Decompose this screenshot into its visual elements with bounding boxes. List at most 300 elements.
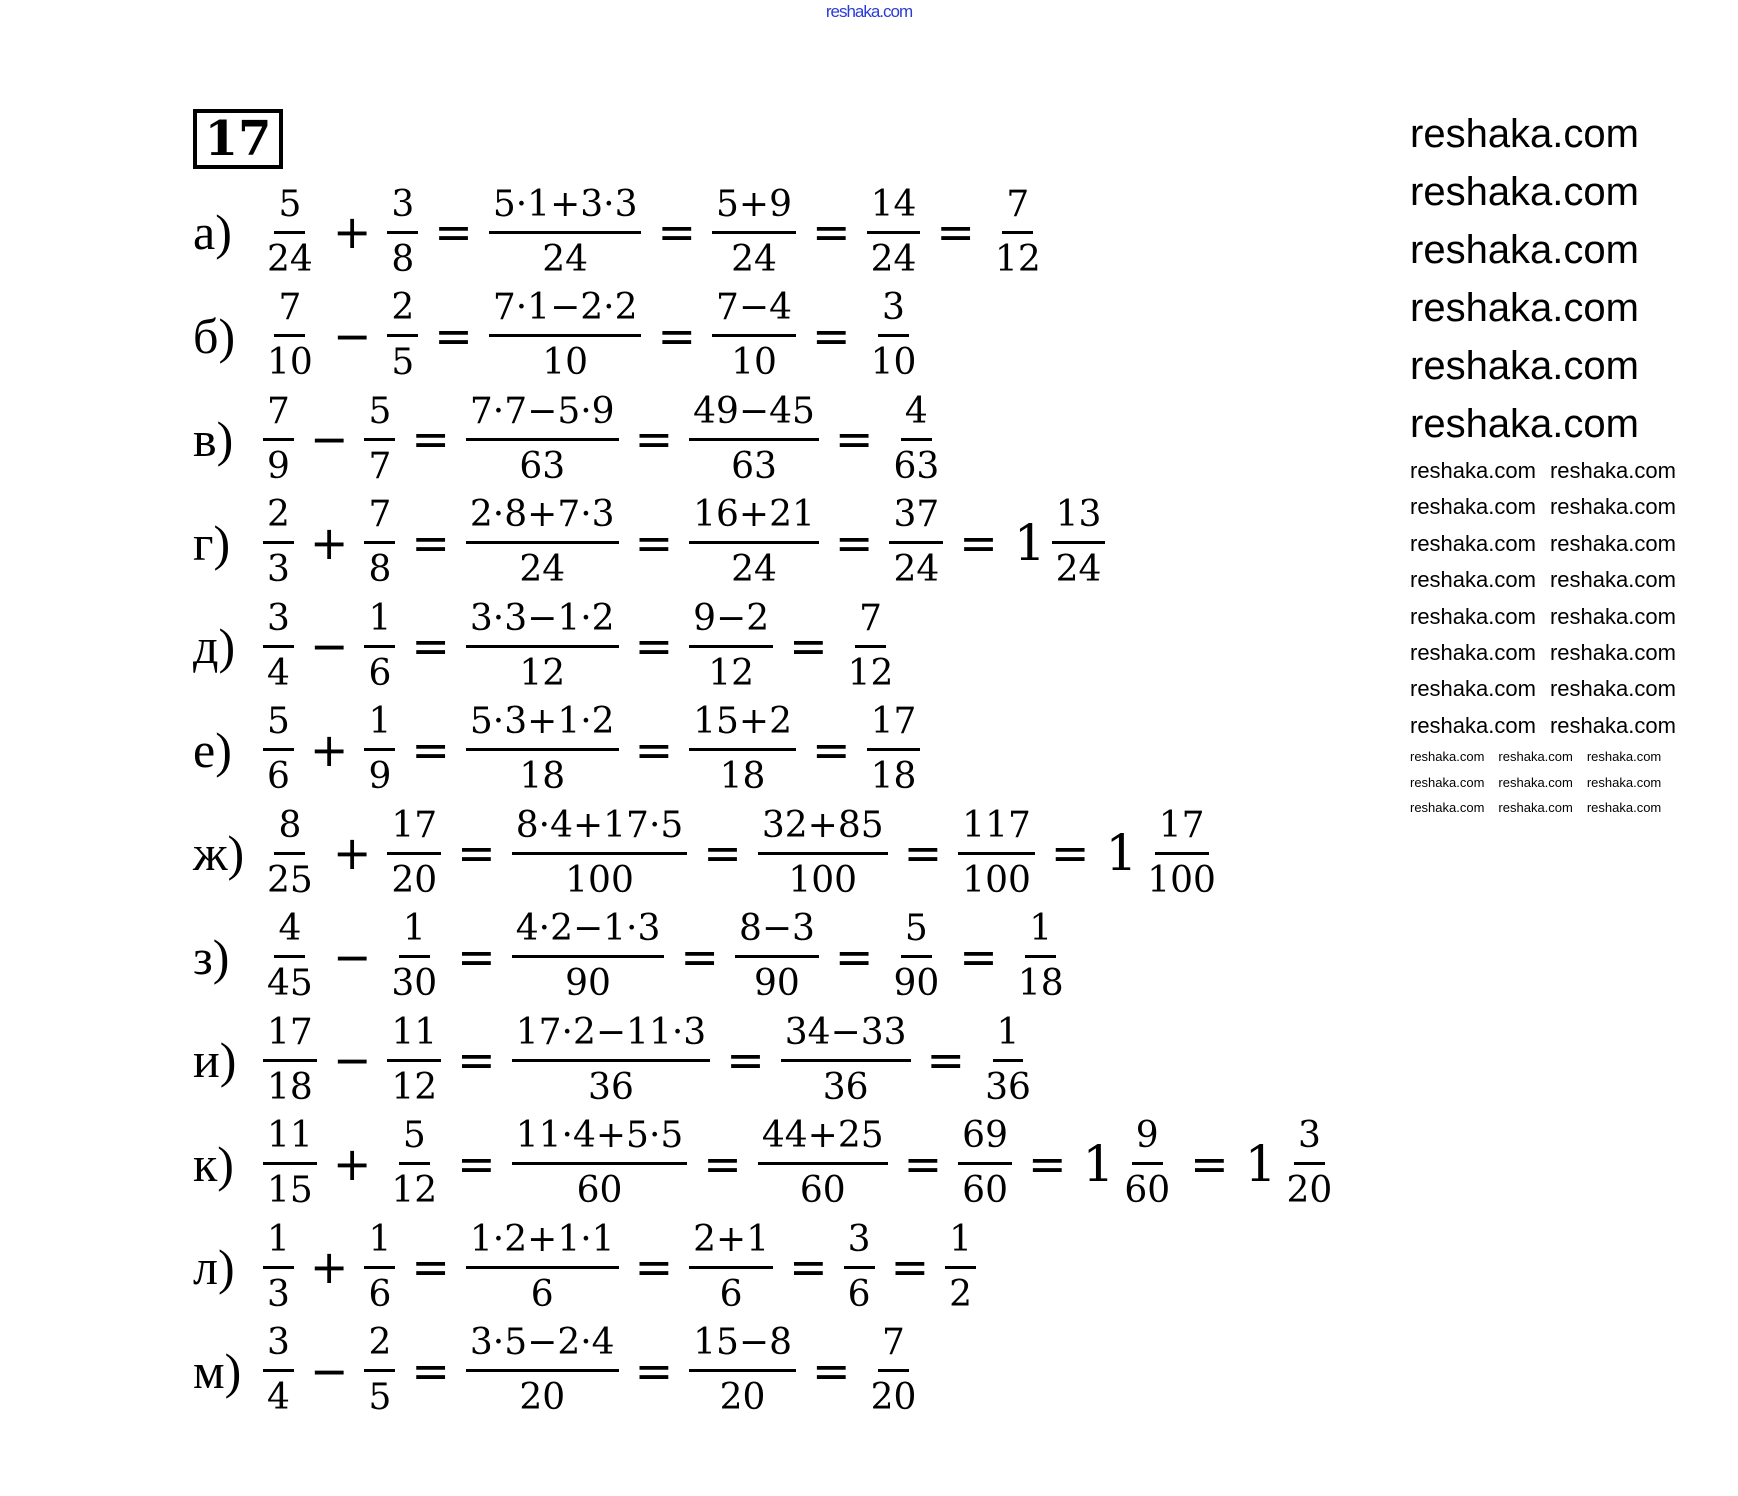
fraction [689, 388, 819, 491]
item-label: а) [193, 204, 232, 260]
denominator: 90 [893, 963, 940, 1004]
fraction [466, 491, 619, 594]
whole-part: 1 [1082, 1134, 1115, 1193]
numerator: 14 [867, 181, 921, 234]
numerator: 37 [889, 491, 943, 544]
equation-row [193, 698, 920, 802]
denominator: 4 [267, 652, 290, 694]
numerator: 11 [263, 1112, 317, 1165]
numerator: 2 [387, 284, 418, 337]
fraction [867, 1319, 921, 1422]
item-label: е) [193, 721, 232, 778]
item-label: к) [193, 1135, 234, 1192]
denominator: 6 [267, 756, 290, 797]
denominator: 2 [949, 1273, 973, 1315]
denominator: 30 [391, 963, 438, 1004]
denominator: 5 [368, 1377, 392, 1418]
numerator: 8 [274, 802, 305, 855]
denominator: 20 [1286, 1170, 1333, 1211]
denominator: 20 [870, 1377, 917, 1418]
fraction [991, 181, 1045, 284]
denominator: 24 [1055, 549, 1102, 590]
denominator: 24 [731, 549, 777, 590]
denominator: 100 [1147, 859, 1216, 901]
fraction [689, 698, 796, 801]
numerator: 7 [263, 388, 294, 441]
denominator: 90 [754, 963, 800, 1004]
operator: = [634, 412, 674, 466]
operator: = [411, 722, 450, 777]
numerator: 2·8+7·3 [466, 491, 619, 544]
denominator: 10 [267, 342, 313, 383]
operator: = [789, 1240, 828, 1294]
operator: − [332, 929, 372, 984]
denominator: 100 [565, 859, 634, 901]
denominator: 36 [985, 1066, 1031, 1108]
denominator: 24 [542, 238, 589, 280]
item-label: б) [193, 307, 236, 364]
watermark-column [1410, 110, 1730, 816]
operator: + [332, 1136, 372, 1191]
numerator: 4 [274, 905, 305, 958]
numerator: 11·4+5·5 [512, 1112, 688, 1165]
watermark: reshaka.com [1586, 749, 1662, 765]
denominator: 18 [719, 756, 766, 797]
fraction [263, 1009, 317, 1112]
denominator: 60 [1124, 1170, 1171, 1211]
fraction [387, 802, 441, 905]
operator: = [457, 1136, 496, 1191]
numerator: 9−2 [689, 595, 773, 648]
fraction [712, 181, 796, 284]
fraction [466, 595, 619, 698]
item-label: з) [193, 928, 230, 985]
operator: + [309, 722, 349, 777]
numerator: 1 [364, 698, 395, 751]
denominator: 45 [267, 963, 313, 1004]
operator: = [703, 826, 742, 880]
watermark: reshaka.com [1410, 530, 1536, 556]
fraction [263, 595, 294, 698]
item-label: д) [193, 618, 236, 674]
fraction [387, 1112, 441, 1215]
denominator: 3 [267, 549, 290, 590]
watermark: reshaka.com [1410, 800, 1485, 816]
watermark: reshaka.com [1410, 567, 1536, 593]
watermark: reshaka.com [1410, 494, 1536, 520]
watermark: reshaka.com [1410, 676, 1536, 702]
operator: = [936, 205, 975, 259]
denominator: 90 [565, 963, 611, 1004]
denominator: 18 [870, 756, 917, 797]
fraction [844, 595, 898, 698]
numerator: 3 [387, 181, 418, 234]
denominator: 60 [799, 1170, 846, 1211]
denominator: 63 [731, 445, 777, 487]
fraction [466, 388, 619, 491]
denominator: 36 [588, 1066, 634, 1108]
numerator: 1 [945, 1216, 976, 1269]
operator: = [959, 929, 998, 984]
fraction [945, 1216, 976, 1319]
watermark: reshaka.com [1549, 458, 1676, 483]
fraction [689, 595, 773, 698]
site-watermark-link[interactable]: reshaka.com [825, 2, 913, 21]
operator: = [834, 515, 874, 570]
numerator: 69 [958, 1112, 1012, 1165]
watermark: reshaka.com [1498, 800, 1573, 816]
equation-row [193, 905, 1068, 1009]
equation-row [193, 1319, 920, 1423]
numerator: 2 [263, 491, 294, 544]
numerator: 3 [263, 1319, 294, 1372]
operator: = [834, 412, 874, 466]
fraction [689, 1216, 773, 1319]
denominator: 7 [368, 445, 392, 487]
operator: + [309, 515, 349, 570]
watermark: reshaka.com [1410, 639, 1536, 665]
numerator: 16+21 [689, 491, 819, 544]
fraction [364, 698, 395, 801]
operator: = [657, 308, 697, 363]
watermark: reshaka.com [1498, 749, 1573, 765]
operator: = [634, 1240, 674, 1294]
fraction [263, 181, 317, 284]
operator: = [634, 722, 674, 777]
denominator: 60 [576, 1170, 623, 1211]
numerator: 1 [399, 905, 430, 958]
operator: = [411, 412, 450, 466]
operator: + [309, 1240, 349, 1294]
operator: = [434, 308, 473, 363]
whole-part: 1 [1244, 1134, 1277, 1193]
operator: + [332, 826, 372, 880]
operator: = [457, 826, 496, 880]
denominator: 6 [530, 1273, 554, 1315]
numerator: 1·2+1·1 [466, 1216, 619, 1269]
fraction [844, 1216, 875, 1319]
operator: = [903, 1136, 943, 1191]
equation-row [193, 1008, 1035, 1112]
fraction [263, 698, 294, 801]
fraction [263, 1216, 294, 1319]
numerator: 1 [993, 1009, 1024, 1062]
fraction [712, 284, 796, 387]
operator: − [332, 1033, 372, 1087]
numerator: 4 [901, 388, 932, 441]
numerator: 17 [387, 802, 441, 855]
watermark: reshaka.com [1549, 603, 1676, 629]
fraction [387, 905, 441, 1008]
item-label: г) [193, 514, 231, 571]
operator: = [703, 1136, 742, 1191]
watermark: reshaka.com [1410, 402, 1639, 446]
watermark: reshaka.com [1549, 530, 1676, 556]
equation-row [193, 801, 1220, 905]
numerator: 7·7−5·9 [466, 388, 619, 441]
operator: + [332, 205, 372, 259]
operator: = [834, 929, 874, 984]
item-label: м) [193, 1342, 242, 1399]
denominator: 9 [368, 756, 392, 797]
item-label: и) [193, 1032, 237, 1088]
watermark: reshaka.com [1549, 712, 1676, 738]
numerator: 3·5−2·4 [466, 1319, 619, 1372]
numerator: 34−33 [781, 1009, 911, 1062]
denominator: 20 [391, 859, 438, 901]
watermark: reshaka.com [1410, 228, 1639, 272]
fraction [387, 284, 418, 387]
whole-part: 1 [1013, 513, 1046, 572]
equation-row [193, 387, 943, 491]
numerator: 7·1−2·2 [489, 284, 642, 337]
denominator: 12 [391, 1170, 438, 1211]
numerator: 49−45 [689, 388, 819, 441]
numerator: 17 [1155, 802, 1209, 855]
fraction [387, 181, 418, 284]
item-label: л) [193, 1239, 235, 1295]
fraction [1283, 1112, 1337, 1215]
equation-row [193, 284, 920, 388]
fraction [735, 905, 819, 1008]
watermark: reshaka.com [1410, 712, 1536, 738]
numerator: 8·4+17·5 [512, 802, 688, 855]
numerator: 44+25 [758, 1112, 888, 1165]
fraction [958, 1112, 1012, 1215]
fraction [1143, 802, 1220, 905]
fraction [758, 802, 888, 905]
denominator: 12 [847, 652, 894, 694]
watermark: reshaka.com [1549, 639, 1676, 665]
fraction [512, 802, 688, 905]
fraction [263, 388, 294, 491]
numerator: 4·2−1·3 [512, 905, 665, 958]
numerator: 7 [1002, 181, 1033, 234]
operator: − [309, 1343, 349, 1398]
denominator: 8 [391, 238, 415, 280]
denominator: 24 [731, 238, 777, 280]
numerator: 8−3 [735, 905, 819, 958]
operator: = [903, 826, 943, 880]
operator: = [1050, 826, 1090, 880]
fraction [689, 1319, 796, 1422]
fraction [364, 1216, 395, 1319]
watermark: reshaka.com [1410, 458, 1536, 483]
operator: − [332, 308, 372, 363]
numerator: 5 [274, 181, 305, 234]
numerator: 13 [1052, 491, 1106, 544]
fraction [364, 388, 395, 491]
watermark: reshaka.com [1410, 603, 1536, 629]
numerator: 3·3−1·2 [466, 595, 619, 648]
fraction [364, 1319, 395, 1422]
numerator: 7 [855, 595, 886, 648]
denominator: 3 [267, 1273, 290, 1315]
denominator: 5 [391, 342, 415, 383]
denominator: 15 [267, 1170, 313, 1211]
fraction [758, 1112, 888, 1215]
item-label: в) [193, 411, 234, 467]
numerator: 17 [867, 698, 921, 751]
fraction [263, 1112, 317, 1215]
watermark: reshaka.com [1410, 170, 1639, 214]
operator: = [680, 929, 719, 984]
watermark: reshaka.com [1410, 344, 1639, 388]
denominator: 10 [542, 342, 589, 383]
watermark: reshaka.com [1498, 774, 1573, 790]
fraction [981, 1009, 1035, 1112]
denominator: 10 [731, 342, 777, 383]
watermark: reshaka.com [1410, 286, 1639, 330]
fraction [466, 698, 619, 801]
watermark: reshaka.com [1410, 749, 1485, 765]
equation-row [193, 1112, 1336, 1216]
numerator: 7−4 [712, 284, 796, 337]
operator: = [411, 1240, 450, 1294]
operator: = [1027, 1136, 1067, 1191]
denominator: 24 [870, 238, 917, 280]
fraction [889, 388, 943, 491]
numerator: 17 [263, 1009, 317, 1062]
denominator: 12 [391, 1066, 438, 1108]
denominator: 60 [962, 1170, 1008, 1211]
operator: = [457, 1033, 496, 1087]
numerator: 117 [958, 802, 1035, 855]
operator: = [1190, 1136, 1229, 1191]
numerator: 9 [1132, 1112, 1163, 1165]
equation-row [193, 491, 1105, 595]
denominator: 6 [368, 1273, 392, 1315]
fraction [867, 181, 921, 284]
operator: = [657, 205, 697, 259]
fraction [512, 1112, 688, 1215]
fraction [958, 802, 1035, 905]
numerator: 15+2 [689, 698, 796, 751]
watermark: reshaka.com [1586, 800, 1662, 816]
operator: = [890, 1240, 930, 1294]
numerator: 7 [364, 491, 395, 544]
fraction [889, 491, 943, 594]
fraction [263, 284, 317, 387]
equation-row [193, 180, 1045, 284]
fraction [867, 284, 921, 387]
operator: = [434, 205, 473, 259]
denominator: 8 [368, 549, 392, 590]
operator: = [411, 1343, 450, 1398]
denominator: 36 [822, 1066, 869, 1108]
numerator: 11 [387, 1009, 441, 1062]
numerator: 7 [274, 284, 305, 337]
fraction [263, 905, 317, 1008]
watermark: reshaka.com [1410, 774, 1485, 790]
operator: = [411, 515, 450, 570]
denominator: 12 [708, 652, 755, 694]
fraction [867, 698, 921, 801]
operator: = [634, 515, 674, 570]
denominator: 4 [267, 1377, 290, 1418]
denominator: 24 [893, 549, 940, 590]
fraction [263, 1319, 294, 1422]
denominator: 24 [519, 549, 566, 590]
operator: − [309, 412, 349, 466]
denominator: 20 [519, 1377, 566, 1418]
numerator: 5 [364, 388, 395, 441]
numerator: 32+85 [758, 802, 888, 855]
numerator: 5+9 [712, 181, 796, 234]
equation-row [193, 594, 897, 698]
watermark: reshaka.com [1549, 567, 1676, 593]
operator: = [789, 619, 828, 673]
fraction [364, 595, 395, 698]
numerator: 7 [878, 1319, 909, 1372]
fraction [263, 802, 317, 905]
numerator: 17·2−11·3 [512, 1009, 710, 1062]
numerator: 5 [399, 1112, 430, 1165]
fraction [1120, 1112, 1174, 1215]
fraction [387, 1009, 441, 1112]
denominator: 12 [994, 238, 1041, 280]
numerator: 1 [364, 595, 395, 648]
fraction [263, 491, 294, 594]
numerator: 2 [364, 1319, 395, 1372]
denominator: 24 [267, 238, 313, 280]
fraction [466, 1319, 619, 1422]
operator: = [812, 205, 851, 259]
numerator: 1 [1025, 905, 1056, 958]
operator: = [812, 1343, 851, 1398]
operator: = [959, 515, 998, 570]
denominator: 6 [719, 1273, 743, 1315]
item-label: ж) [193, 825, 245, 881]
denominator: 18 [1017, 963, 1064, 1004]
operator: = [634, 619, 674, 673]
numerator: 5·3+1·2 [466, 698, 619, 751]
numerator: 5 [263, 698, 294, 751]
fraction [466, 1216, 619, 1319]
fraction [1052, 491, 1106, 594]
fraction [489, 181, 642, 284]
operator: = [926, 1033, 966, 1087]
fraction [512, 905, 665, 1008]
denominator: 20 [719, 1377, 766, 1418]
denominator: 63 [893, 445, 940, 487]
denominator: 6 [368, 652, 392, 694]
whole-part: 1 [1105, 824, 1138, 882]
operator: = [726, 1033, 765, 1087]
operator: = [812, 722, 851, 777]
operator: = [634, 1343, 674, 1398]
denominator: 63 [519, 445, 566, 487]
denominator: 9 [267, 445, 290, 487]
numerator: 1 [364, 1216, 395, 1269]
numerator: 5 [901, 905, 932, 958]
watermark: reshaka.com [1410, 112, 1639, 156]
fraction [364, 491, 395, 594]
fraction [689, 491, 819, 594]
numerator: 5·1+3·3 [489, 181, 642, 234]
operator: − [309, 619, 349, 673]
denominator: 12 [519, 652, 566, 694]
operator: = [812, 308, 851, 363]
task-number: 17 [193, 109, 283, 169]
fraction [512, 1009, 710, 1112]
equation-row [193, 1215, 976, 1319]
numerator: 15−8 [689, 1319, 796, 1372]
numerator: 1 [263, 1216, 294, 1269]
denominator: 18 [267, 1066, 313, 1108]
fraction [1014, 905, 1068, 1008]
denominator: 10 [870, 342, 917, 383]
